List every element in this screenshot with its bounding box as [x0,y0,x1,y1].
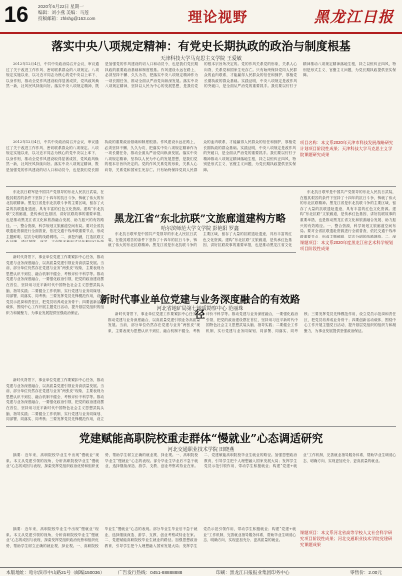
article1-text-cont: 2012年12月4日，中共中央政治局召开会议，审议通过了关于改进工作作风、密切联系群众的八项规定。八项规定实施以来，以习近平同志为核心的党中央以上率下、以身作则，推动全党作风建设取得显著成效，党风政风焕然一新，社风民风持续向好。落实中央八项规定精神，既是加强党的作风建设的切入口和动员令，也是我们党长期执政的重要政治基础和制度根基。作风建设永远在路上，必须坚持不懈、久久为功，把落实中央八项规定精神作为一项长期任务，推动全面从严治党向纵深发展。落实中央八项规定精神，坚持以人民为中心的发展思想，是我们党的根本宗旨所决定的。党的作风关系党的形象，关系人心向背，关系党和国家生死存亡。只有始终保持党同人民群众的血肉联系，才能赢得人民群众的信任和拥护，厚植党长期执政的群众基础。实践证明，中央八项规定是改作风的突破口，是全面从严治党的重要抓手。我们要以钉钉子精神推动八项规定精神落地生根，持之以恒纠正四风，特别是形式主义、官僚主义问题，为党长期执政提供坚实保障。 [6,140,296,172]
divider-3 [6,426,396,427]
page-number: 16 [4,2,29,27]
divider-2 [6,252,296,253]
article3-body [108,312,396,422]
article3-text: 新时代背景下，事业单位党建工作要紧扣中心任务，推动党建与业务深度融合，以高质量党建引领业务高质量发展。当前，部分单位仍然存在党建与业务“两张皮”现象，主要表现为思想认识不到位、融合机制不健全、考核评价不科学等。推动党建与业务深度融合，一要强化政治引领，把党的政治建设摆在首位，坚持用习近平新时代中国特色社会主义思想武装头脑、指导实践；二要健全工作机制，实行党建与业务同谋划、同部署、同落实、同考核；三要发挥党员先锋模范作用，设立党员示范岗和责任区，把党员培养成业务骨干；四要创新活动载体，围绕中心工作开展主题党日活动，提升基层党组织的组织力和凝聚力，为事业发展提供坚强政治保证。 [108,312,396,333]
article2-byline: 哈尔滨师范大学文学院 彭艳阳 罗鑫 [161,226,239,232]
footer-printing: 印刷：黑龙江日报报业集团印务中心 [216,570,290,575]
article3-lead-text: 新时代背景下，事业单位党建工作要紧扣中心任务，推动党建与业务深度融合，以高质量党建引领业务高质量发展。当前，部分单位仍然存在党建与业务“两张皮”现象，主要表现为思想认识不到位、融合机制不健全、考核评价不科学等。推动党建与业务深度融合，一要强化政治引领，把党的政治建设摆在首位，坚持用习近平新时代中国特色社会主义思想武装头脑、指导实践；二要健全工作机制，实行党建与业务同谋划、同部署、同落实、同考核；三要发挥党员先锋模范作用，设立党员示范岗和责任区，把党员培养成业务骨干；四要创新活动载体，围绕中心工作开展主题党日活动，提升基层党组织的组织力和凝聚力，为事业发展提供坚强政治保证。 [6,255,104,315]
article1-body [6,62,396,140]
article4-byline: 河北交通职业技术学院 田晓燕 [167,447,235,453]
paper-name: 黑龙江日报 [313,8,394,26]
article4-text-cont: 摘要：近年来，高职院校毕业生中出现“慢就业”现象。本文从党建引领的视角，分析高职院校毕业生“慢就业”心态的成因与表现，探索发挥党组织政治优势和组织优势，帮助学生树立正确的就业观、择业观。一、高职院校毕业生“慢就业”心态的表现。部分毕业生毕业后不急于就业，选择继续深造、游学、支教、创业考察或待业在家。二、党建赋能高职院校毕业生就业的路径。加强思想政治教育，引导学生把个人理想融入国家发展大局；发挥学生党员示范引领作用，带动学生积极就业；构建“党建+就业”工作机制，完善就业指导服务体系，帮助毕业生调适心态、明确方向，实现更加充分、更高质量的就业。 [6,527,296,548]
header-info [38,4,95,22]
article2-side-text: 东北抗日联军是中国共产党领导的东北人民抗日武装，在极其艰苦的条件下坚持了十四年的抗日斗争，铸就了伟大的东北抗联精神。黑龙江省是东北抗联斗争的主要区域，留存了大量的抗联遗址遗迹，具有丰富的红色文化资源。建构“东北抗联”文旅廊道，是传承红色基因、讲好抗联故事的重要举措，也是推动黑龙江省文化和旅游融合发展、助力振兴的有效路径。一、整合资源，科学规划文旅廊道空间布局。要对全省抗联遗址资源进行全面普查，依托交通干线串联重要节点，形成主题鲜明、层次分明的线路网络。二、深 [300,190,396,238]
article2-headline: 黑龙江省“东北抗联”文旅廊道建构方略 [114,214,286,225]
article3-headline: 新时代事业单位党建与业务深度融合的有效路径 [100,295,300,321]
page-header [0,0,402,34]
article1-byline: 天津科技大学马克思主义学院 王爱敏 [160,56,242,62]
article4-headline: 党建赋能高职院校重走群体“慢就业”心态调适研究 [79,432,323,445]
divider-1 [6,186,396,187]
article2-side [300,190,396,238]
article2-author-bio: 课题项目：本文系2020年度黑龙江省艺术科学规划项目阶段性成果 [300,240,394,251]
section-title: 理论视野 [188,10,248,26]
article4-body [6,453,396,527]
article4-author-bio: 课题项目：本文系河北省高等学校人文社会科学研究项目阶段性成果；河北交通职业技术学院党建研究课题成果 [300,530,393,547]
footer-address: 本版地址：哈尔滨市中山路21号（邮编150036） [6,570,105,575]
article1-headline: 落实中央八项规定精神：有党史长期执政的政治与制度根基 [51,39,351,53]
page-footer [0,567,402,576]
footer-phone: 广告发行热线：0451-88888888 [118,570,183,575]
article1-text: 2012年12月4日，中共中央政治局召开会议，审议通过了关于改进工作作风、密切联系群众的八项规定。八项规定实施以来，以习近平同志为核心的党中央以上率下、以身作则，推动全党作风建设取得显著成效，党风政风焕然一新，社风民风持续向好。落实中央八项规定精神，既是加强党的作风建设的切入口和动员令，也是我们党长期执政的重要政治基础和制度根基。作风建设永远在路上，必须坚持不懈、久久为功，把落实中央八项规定精神作为一项长期任务，推动全面从严治党向纵深发展。落实中央八项规定精神，坚持以人民为中心的发展思想，是我们党的根本宗旨所决定的。党的作风关系党的形象，关系人心向背，关系党和国家生死存亡。只有始终保持党同人民群众的血肉联系，才能赢得人民群众的信任和拥护，厚植党长期执政的群众基础。实践证明，中央八项规定是改作风的突破口，是全面从严治党的重要抓手。我们要以钉钉子精神推动八项规定精神落地生根，持之以恒纠正四风，特别是形式主义、官僚主义问题，为党长期执政提供坚实保障。 [6,62,396,89]
article1-author-bio: 项目名称：本文系2020年天津市科技发展战略研究计划项目阶段性成果；天津科技大学马克思主义学院课题研究成果 [300,140,394,157]
article4-text: 摘要：近年来，高职院校毕业生中出现“慢就业”现象。本文从党建引领的视角，分析高职院校毕业生“慢就业”心态的成因与表现，探索发挥党组织政治优势和组织优势，帮助学生树立正确的就业观、择业观。一、高职院校毕业生“慢就业”心态的表现。部分毕业生毕业后不急于就业，选择继续深造、游学、支教、创业考察或待业在家。二、党建赋能高职院校毕业生就业的路径。加强思想政治教育，引导学生把个人理想融入国家发展大局；发挥学生党员示范引领作用，带动学生积极就业；构建“党建+就业”工作机制，完善就业指导服务体系，帮助毕业生调适心态、明确方向，实现更加充分、更高质量的就业。 [6,453,396,469]
article3-lead-cont-text: 新时代背景下，事业单位党建工作要紧扣中心任务，推动党建与业务深度融合，以高质量党建引领业务高质量发展。当前，部分单位仍然存在党建与业务“两张皮”现象，主要表现为思想认识不到位、融合机制不健全、考核评价不科学等。推动党建与业务深度融合，一要强化政治引领，把党的政治建设摆在首位，坚持用习近平新时代中国特色社会主义思想武装头脑、指导实践；二要健全工作机制，实行党建与业务同谋划、同部署、同落实、同考核；三要发挥党员先锋模范作用，设立 [6,378,104,422]
article3-byline: 河北省地矿局第七地质勘察中心 范丽珠 [156,306,244,312]
editor-line: 编辑：刘小燕 美编：马莲 [38,10,89,15]
article2-text: 东北抗日联军是中国共产党领导的东北人民抗日武装，在极其艰苦的条件下坚持了十四年的抗日斗争，铸就了伟大的东北抗联精神。黑龙江省是东北抗联斗争的主要区域，留存了大量的抗联遗址遗迹，具有丰富的红色文化资源。建构“东北抗联”文旅廊道，是传承红色基因、讲好抗联故事的重要举措，也是推动黑龙江省文化 [108,232,292,248]
footer-price: 零售价：2.00元 [350,570,382,575]
article1-body-cont [6,140,296,184]
article3-lead-cont [6,378,104,422]
article4-body-cont [6,527,296,565]
article3-lead [6,255,104,375]
email-line: 投稿邮箱：zhlshg@163.com [38,16,96,21]
article2-lead-text: 东北抗日联军是中国共产党领导的东北人民抗日武装，在极其艰苦的条件下坚持了十四年的抗日斗争，铸就了伟大的东北抗联精神。黑龙江省是东北抗联斗争的主要区域，留存了大量的抗联遗址遗迹，具有丰富的红色文化资源。建构“东北抗联”文旅廊道，是传承红色基因、讲好抗联故事的重要举措，也是推动黑龙江省文化和旅游融合发展、助力振兴的有效路径。一、整合资源，科学规划文旅廊道空间布局。要对全省抗联遗址资源进行全面普查，依托交通干线串联重要节点，形成主题鲜明、层次分明的线路网络。二、深挖内涵，打造抗联文 [6,190,104,239]
date-line: 2020年6月22日 星期一 [38,4,84,9]
article2-body [108,232,292,250]
